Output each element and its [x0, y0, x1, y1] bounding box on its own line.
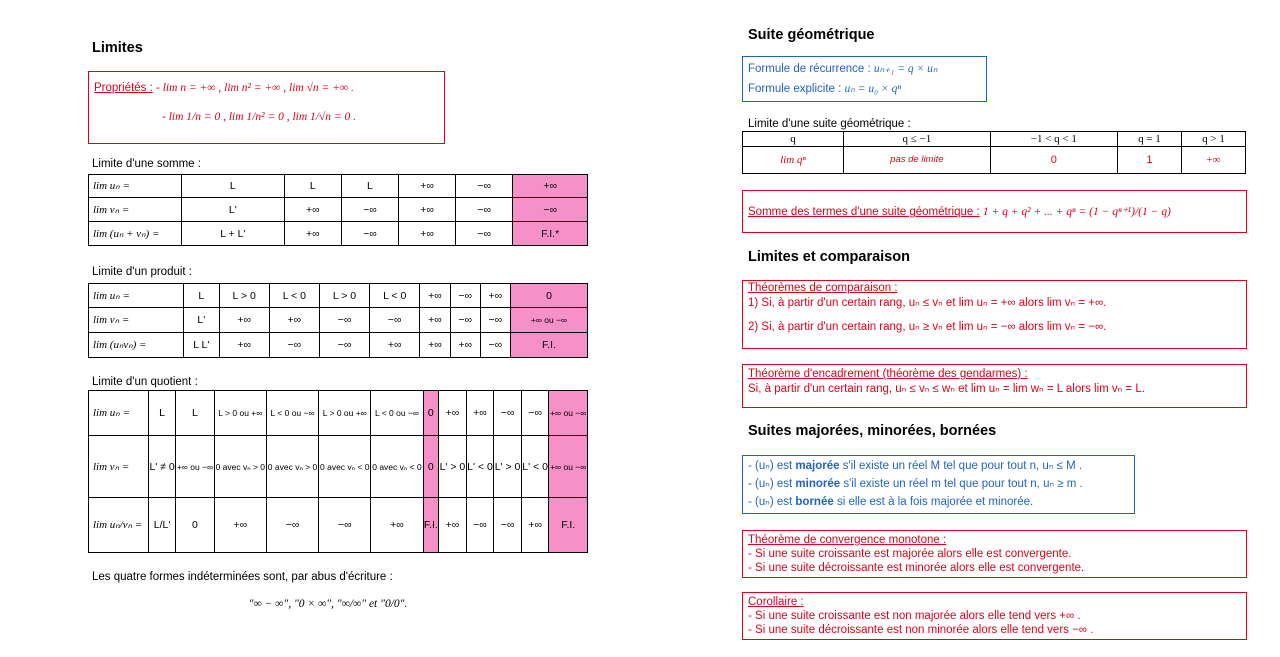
geo-limit-caption: Limite d'une suite géométrique : [748, 118, 911, 130]
recurrence-label: Formule de récurrence : [748, 63, 871, 75]
explicite-formula: uₙ = u₀ × qⁿ [844, 83, 901, 95]
somme-cell: lim (uₙ + vₙ) = [89, 222, 182, 246]
produit-cell: L > 0 [319, 284, 369, 308]
somme-cell: L [182, 175, 285, 198]
somme-cell: −∞ [456, 198, 513, 222]
somme-geo-label: Somme des termes d'une suite géométrique : [748, 206, 980, 218]
quotient-cell: L [176, 391, 215, 436]
somme-cell: lim vₙ = [89, 198, 182, 222]
quotient-cell: −∞ [494, 498, 522, 553]
quotient-cell: −∞ [319, 498, 371, 553]
produit-cell: −∞ [480, 308, 510, 333]
quotient-cell: 0 avec vₙ < 0 [371, 436, 423, 498]
produit-row [89, 284, 588, 308]
somme-geo-formula: 1 + q + q² + ... + qⁿ = (1 − qⁿ⁺¹)/(1 − q) [982, 206, 1171, 218]
geo-row-col4: +∞ [1181, 147, 1245, 174]
somme-geo-box [742, 190, 1247, 233]
produit-cell: +∞ [420, 333, 450, 358]
quotient-cell: +∞ [439, 498, 467, 553]
produit-cell: lim vₙ = [89, 308, 184, 333]
quotient-cell: −∞ [494, 391, 522, 436]
produit-cell: lim uₙ = [89, 284, 184, 308]
corollaire-box [742, 592, 1247, 640]
quotient-cell: L' < 0 [521, 436, 549, 498]
produit-cell: L' [184, 308, 220, 333]
somme-cell: F.I.* [513, 222, 588, 246]
quotient-cell: L' > 0 [439, 436, 467, 498]
geo-header-col3: q = 1 [1117, 132, 1181, 147]
geo-header-col4: q > 1 [1181, 132, 1245, 147]
somme-table [88, 174, 588, 246]
produit-cell: L L' [184, 333, 220, 358]
somme-cell: +∞ [284, 222, 341, 246]
produit-cell: −∞ [450, 284, 480, 308]
somme-cell: −∞ [341, 222, 398, 246]
bornee-line: - (uₙ) est bornée si elle est à la fois majorée et minorée. [748, 496, 1034, 508]
quotient-cell: lim vₙ = [89, 436, 149, 498]
quotient-cell: +∞ [466, 391, 494, 436]
somme-cell: −∞ [341, 198, 398, 222]
coro-label: Corollaire : [748, 596, 804, 608]
somme-cell: L + L' [182, 222, 285, 246]
produit-cell: lim (uₙvₙ) = [89, 333, 184, 358]
geo-row-label: lim qⁿ [743, 147, 844, 174]
somme-caption: Limite d'une somme : [92, 158, 201, 170]
produit-cell: F.I. [510, 333, 587, 358]
produit-cell: L [184, 284, 220, 308]
somme-cell: +∞ [284, 198, 341, 222]
proprietes-label: Propriétés : [94, 82, 153, 94]
somme-cell: −∞ [513, 198, 588, 222]
quotient-cell: L < 0 ou −∞ [266, 391, 318, 436]
quotient-cell: L' > 0 [494, 436, 522, 498]
quotient-cell: 0 avec vₙ > 0 [266, 436, 318, 498]
produit-cell: +∞ [370, 333, 420, 358]
somme-cell: L [341, 175, 398, 198]
majoree-line: - (uₙ) est majorée s'il existe un réel M tel que pour tout n, uₙ ≤ M . [748, 460, 1083, 472]
geo-row-col2: 0 [990, 147, 1117, 174]
produit-cell: −∞ [370, 308, 420, 333]
fi-forms: "∞ − ∞", "0 × ∞", "∞/∞" et "0/0". [248, 598, 408, 610]
fi-text: Les quatre formes indéterminées sont, par abus d'écriture : [92, 571, 393, 583]
conv-2: - Si une suite décroissante est minorée alors elle est convergente. [748, 562, 1085, 574]
somme-row [89, 175, 588, 198]
produit-cell: +∞ [219, 333, 269, 358]
quotient-cell: lim uₙ/vₙ = [89, 498, 149, 553]
conv-1: - Si une suite croissante est majorée alors elle est convergente. [748, 548, 1072, 560]
quotient-cell: L' ≠ 0 [149, 436, 176, 498]
explicite-label: Formule explicite : [748, 83, 842, 95]
theo-comp-1: 1) Si, à partir d'un certain rang, uₙ ≤ vₙ et lim uₙ = +∞ alors lim vₙ = +∞. [748, 297, 1107, 309]
somme-cell: lim uₙ = [89, 175, 182, 198]
quotient-cell: L < 0 ou −∞ [371, 391, 423, 436]
proprietes-line-2: - lim 1/n = 0 , lim 1/n² = 0 , lim 1/√n = 0 . [162, 111, 357, 123]
produit-cell: L < 0 [370, 284, 420, 308]
produit-table [88, 283, 588, 358]
quotient-cell: 0 [423, 391, 439, 436]
somme-cell: +∞ [398, 175, 455, 198]
produit-cell: +∞ [450, 333, 480, 358]
quotient-cell: −∞ [521, 391, 549, 436]
geo-row-col1: pas de limite [844, 147, 991, 174]
convergence-box [742, 530, 1247, 578]
bornees-title: Suites majorées, minorées, bornées [748, 423, 997, 439]
geo-row-col3: 1 [1117, 147, 1181, 174]
quotient-row [89, 498, 588, 553]
comparaison-title: Limites et comparaison [748, 249, 910, 265]
geo-limit-table [742, 131, 1246, 174]
quotient-cell: −∞ [466, 498, 494, 553]
quotient-row [89, 391, 588, 436]
quotient-cell: +∞ [371, 498, 423, 553]
geo-header-col1: q ≤ −1 [844, 132, 991, 147]
somme-cell: L' [182, 198, 285, 222]
somme-row [89, 222, 588, 246]
quotient-cell: L/L' [149, 498, 176, 553]
quotient-row [89, 436, 588, 498]
produit-cell: +∞ [420, 308, 450, 333]
quotient-caption: Limite d'un quotient : [92, 376, 198, 388]
quotient-cell: L > 0 ou +∞ [319, 391, 371, 436]
formules-box [742, 56, 987, 102]
somme-cell: L [284, 175, 341, 198]
somme-cell: +∞ [398, 198, 455, 222]
quotient-cell: 0 [423, 436, 439, 498]
quotient-cell: +∞ [521, 498, 549, 553]
produit-cell: +∞ [269, 308, 319, 333]
quotient-cell: +∞ [439, 391, 467, 436]
somme-cell: +∞ [513, 175, 588, 198]
somme-cell: −∞ [456, 222, 513, 246]
produit-cell: −∞ [319, 308, 369, 333]
produit-cell: +∞ [420, 284, 450, 308]
quotient-table [88, 390, 588, 553]
quotient-cell: lim uₙ = [89, 391, 149, 436]
quotient-cell: L' < 0 [466, 436, 494, 498]
somme-row [89, 198, 588, 222]
theo-encadrement-box [742, 364, 1247, 408]
quotient-cell: +∞ ou −∞ [549, 436, 588, 498]
quotient-cell: −∞ [266, 498, 318, 553]
proprietes-line-1: - lim n = +∞ , lim n² = +∞ , lim √n = +∞ . [156, 82, 354, 94]
somme-cell: −∞ [456, 175, 513, 198]
produit-cell: L < 0 [269, 284, 319, 308]
quotient-cell: +∞ [214, 498, 266, 553]
geo-header-q: q [743, 132, 844, 147]
conv-label: Théorème de convergence monotone : [748, 534, 947, 546]
quotient-cell: 0 avec vₙ > 0 [214, 436, 266, 498]
produit-cell: −∞ [450, 308, 480, 333]
proprietes-box [88, 71, 445, 144]
recurrence-formula: uₙ₊₁ = q × uₙ [873, 63, 938, 75]
quotient-cell: 0 avec vₙ < 0 [319, 436, 371, 498]
theo-comp-label: Théorèmes de comparaison : [748, 282, 898, 294]
bornees-box [742, 455, 1135, 514]
geo-header-col2: −1 < q < 1 [990, 132, 1117, 147]
produit-row [89, 308, 588, 333]
quotient-cell: L [149, 391, 176, 436]
produit-cell: −∞ [319, 333, 369, 358]
quotient-cell: F.I. [549, 498, 588, 553]
produit-caption: Limite d'un produit : [92, 266, 193, 278]
coro-1: - Si une suite croissante est non majorée alors elle tend vers +∞ . [748, 610, 1081, 622]
produit-cell: 0 [510, 284, 587, 308]
quotient-cell: +∞ ou −∞ [549, 391, 588, 436]
coro-2: - Si une suite décroissante est non minorée alors elle tend vers −∞ . [748, 624, 1094, 636]
minoree-line: - (uₙ) est minorée s'il existe un réel m tel que pour tout n, uₙ ≥ m . [748, 478, 1083, 490]
produit-cell: L > 0 [219, 284, 269, 308]
suite-geometrique-title: Suite géométrique [748, 27, 875, 43]
theo-comparaison-box [742, 280, 1247, 349]
produit-cell: −∞ [269, 333, 319, 358]
produit-cell: +∞ [219, 308, 269, 333]
theo-comp-2: 2) Si, à partir d'un certain rang, uₙ ≥ vₙ et lim uₙ = −∞ alors lim vₙ = −∞. [748, 321, 1107, 333]
theo-enc-label: Théorème d'encadrement (théorème des gendarmes) : [748, 368, 1028, 380]
produit-cell: +∞ ou −∞ [510, 308, 587, 333]
theo-enc-text: Si, à partir d'un certain rang, uₙ ≤ vₙ ≤ wₙ et lim uₙ = lim wₙ = L alors lim vₙ = L. [748, 383, 1145, 395]
quotient-cell: +∞ ou −∞ [176, 436, 215, 498]
produit-row [89, 333, 588, 358]
produit-cell: −∞ [480, 333, 510, 358]
produit-cell: +∞ [480, 284, 510, 308]
somme-cell: +∞ [398, 222, 455, 246]
limites-title: Limites [92, 40, 143, 56]
quotient-cell: 0 [176, 498, 215, 553]
quotient-cell: L > 0 ou +∞ [214, 391, 266, 436]
quotient-cell: F.I. [423, 498, 439, 553]
